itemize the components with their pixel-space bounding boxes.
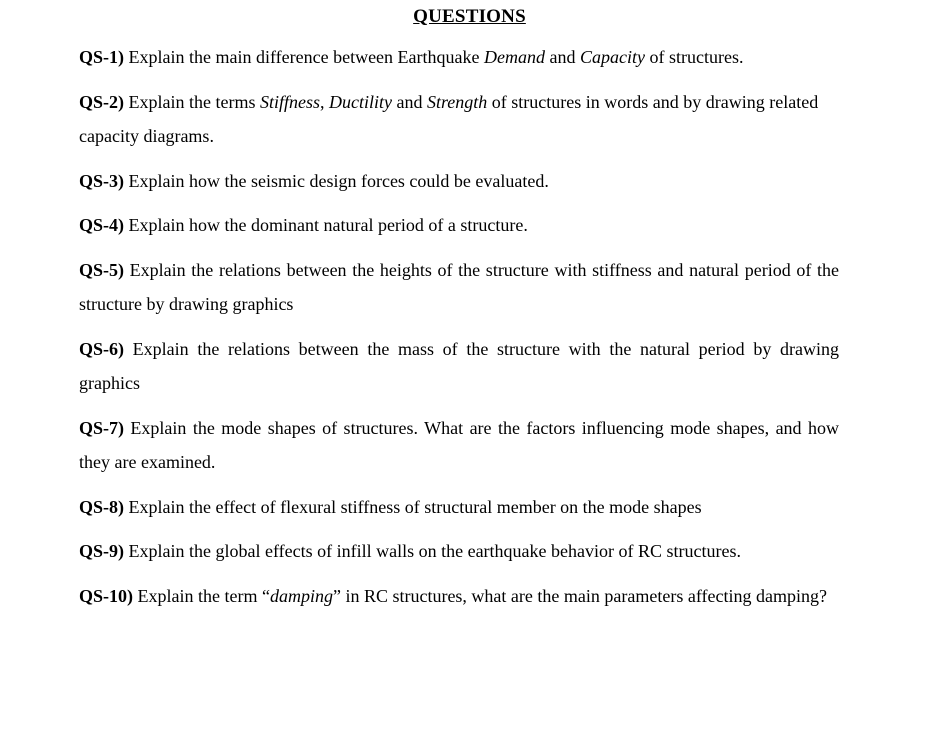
question-number: QS-10) [79,586,133,606]
question-number: QS-6) [79,339,124,359]
question-text: of structures. [645,47,744,67]
question-text: Explain the relations between the mass of the structure with the natural period by drawing graphics [79,339,839,393]
question-term: damping [269,586,333,606]
question-10 [79,579,839,613]
page-title: QUESTIONS [413,6,526,27]
question-text: Explain the main difference between Earthquake [124,47,485,67]
question-text: Explain the terms [124,92,260,112]
question-text: Explain the term “ [133,586,270,606]
question-text: and [545,47,581,67]
question-4 [79,208,839,242]
question-number: QS-9) [79,541,124,561]
question-text: Explain the global effects of infill walls on the earthquake behavior of RC structures. [124,541,741,561]
question-text: of structures in words and by drawing related capacity diagrams. [79,92,819,146]
question-text: Explain how the dominant natural period of a structure. [124,215,528,235]
question-5 [79,253,839,321]
question-9 [79,534,839,568]
question-number: QS-3) [79,171,124,191]
question-term: Demand [484,47,546,67]
question-text: Explain how the seismic design forces could be evaluated. [124,171,549,191]
question-2 [79,85,839,153]
question-text: Explain the mode shapes of structures. What are the factors influencing mode shapes, and how they are examined. [79,418,839,472]
question-3 [79,164,839,198]
question-text: ” in RC structures, what are the main parameters affecting damping? [332,586,827,606]
question-number: QS-8) [79,497,124,517]
question-1 [79,40,839,74]
question-6 [79,332,839,400]
question-text: Explain the effect of flexural stiffness of structural member on the mode shapes [124,497,702,517]
question-number: QS-1) [79,47,124,67]
question-number: QS-4) [79,215,124,235]
question-number: QS-5) [79,260,124,280]
question-text: , [319,92,329,112]
question-number: QS-7) [79,418,124,438]
question-term: Capacity [580,47,646,67]
question-term: Ductility [328,92,392,112]
question-7 [79,411,839,479]
question-text: and [391,92,427,112]
question-term: Stiffness [259,92,320,112]
question-term: Strength [426,92,488,112]
question-text: Explain the relations between the heights of the structure with stiffness and natural period of the structure by drawing graphics [79,260,839,314]
question-8 [79,490,839,524]
question-number: QS-2) [79,92,124,112]
